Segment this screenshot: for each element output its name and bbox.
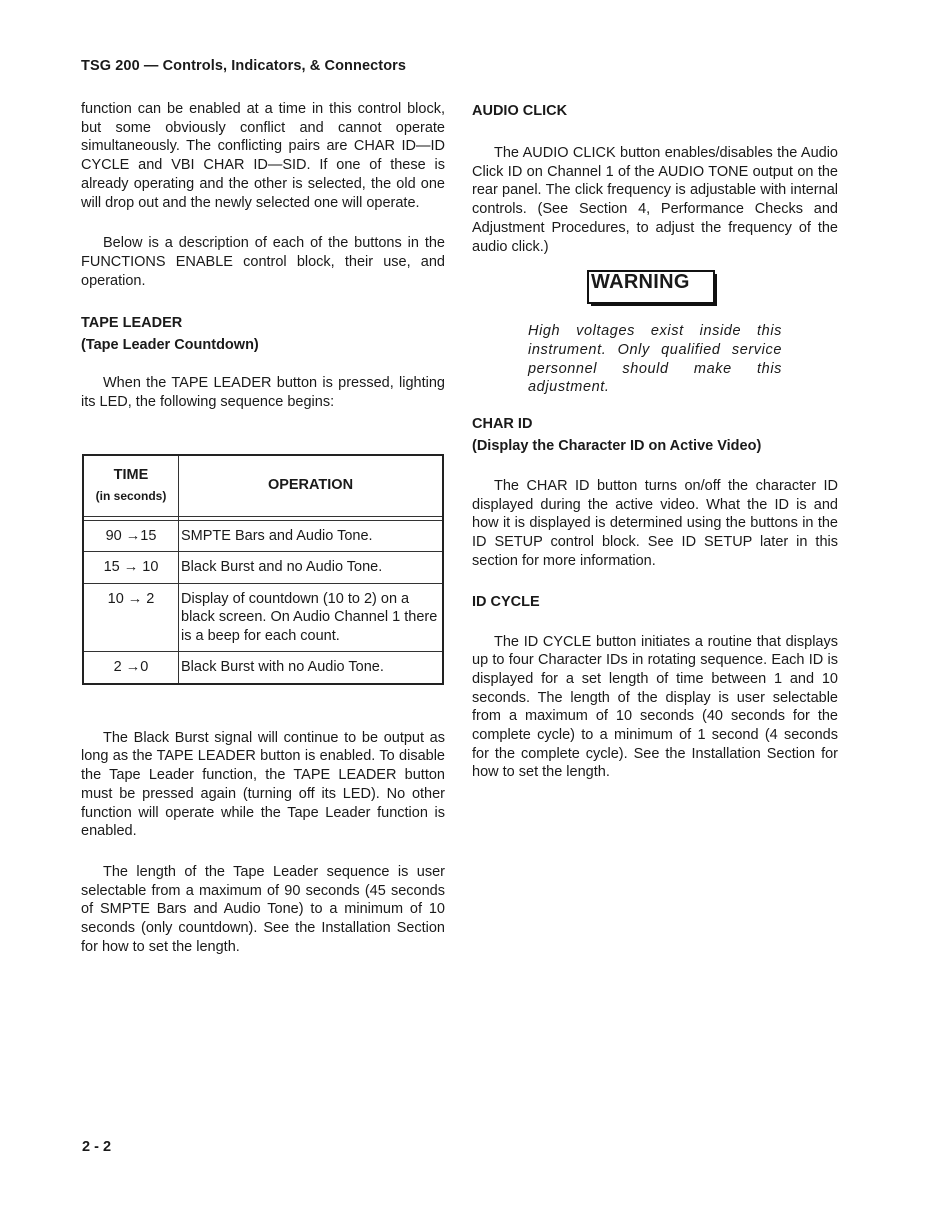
- time-column-header: [83, 455, 179, 517]
- intro-paragraph: function can be enabled at a time in this control block, but some obviously conflict and cannot operate simultaneously. The conflicting pairs are CHAR ID—ID CYCLE and VBI CHAR ID—SID. If one of these is already operating and the other is selected, the old one will drop out and the newly selected one will operate.: [81, 101, 445, 211]
- table-row: [83, 652, 443, 684]
- table-row: [83, 520, 443, 552]
- tape-leader-table: [82, 454, 444, 685]
- char-id-title: CHAR ID: [472, 416, 533, 433]
- time-header-label: TIME: [113, 467, 149, 484]
- page-number: 2 - 2: [82, 1139, 112, 1155]
- tape-leader-intro: When the TAPE LEADER button is pressed, lighting its LED, the following sequence begins:: [81, 375, 445, 411]
- id-cycle-paragraph: The ID CYCLE button initiates a routine that displays up to four Character IDs in rotating sequence. Each ID is displayed for a set length of time between 1 and 10 seconds. The length of the display is user selectable from a maximum of 10 seconds (40 seconds for the complete cycle) to a minimum of 1 second (4 seconds for the complete cycle). See the Installation Section for how to set the length.: [472, 633, 838, 781]
- time-cell: 10 → 2: [83, 583, 179, 652]
- audio-click-paragraph: The AUDIO CLICK button enables/disables the Audio Click ID on Channel 1 of the AUDIO TONE output on the rear panel. The click frequency is adjustable with internal controls. (See Section 4, Performance Checks and Adjustment Procedures, to adjust the frequency of the audio click.): [472, 145, 838, 255]
- tape-leader-length-paragraph: The length of the Tape Leader sequence is user selectable from a maximum of 90 seconds (45 seconds of SMPTE Bars and Audio Tone) to a minimum of 10 seconds (only countdown). See the Installation Section for how to set the length.: [81, 863, 445, 955]
- id-cycle-title: ID CYCLE: [472, 593, 540, 610]
- warning-text: High voltages exist inside this instrument. Only qualified service personnel should make this adjustment.: [528, 323, 782, 396]
- operation-cell: Black Burst and no Audio Tone.: [179, 552, 444, 584]
- operation-column-header: OPERATION: [179, 455, 444, 517]
- table-header-row: [83, 455, 443, 517]
- warning-label: WARNING: [591, 271, 690, 294]
- operation-cell: SMPTE Bars and Audio Tone.: [179, 520, 444, 552]
- tape-leader-subtitle: (Tape Leader Countdown): [81, 337, 259, 354]
- left-column: [81, 100, 445, 956]
- table-row: [83, 552, 443, 584]
- page-header: TSG 200 — Controls, Indicators, & Connectors: [81, 58, 407, 74]
- functions-enable-paragraph: Below is a description of each of the buttons in the FUNCTIONS ENABLE control block, their use, and operation.: [81, 235, 445, 289]
- time-cell: 15 → 10: [83, 552, 179, 584]
- warning-badge: [587, 270, 717, 304]
- black-burst-paragraph: The Black Burst signal will continue to be output as long as the TAPE LEADER button is enabled. To disable the Tape Leader function, the TAPE LEADER button must be pressed again (turning off its LED). No other function will operate while the Tape Leader function is enabled.: [81, 729, 445, 840]
- time-cell: 90 →15: [83, 520, 179, 552]
- tape-leader-title: TAPE LEADER: [81, 315, 183, 332]
- char-id-paragraph: The CHAR ID button turns on/off the character ID displayed during the active video. What the ID is and how it is displayed is determined using the buttons in the ID SETUP control block. See ID SETUP later in this section for more information.: [472, 478, 838, 569]
- time-cell: 2 →0: [83, 652, 179, 684]
- audio-click-title: AUDIO CLICK: [472, 103, 568, 119]
- operation-cell: Black Burst with no Audio Tone.: [179, 652, 444, 684]
- time-header-unit: (in seconds): [95, 488, 167, 503]
- operation-cell: Display of countdown (10 to 2) on a black screen. On Audio Channel 1 there is a beep for each count.: [179, 583, 444, 652]
- right-column: [472, 100, 838, 782]
- char-id-subtitle: (Display the Character ID on Active Video): [472, 438, 762, 455]
- table-row: [83, 583, 443, 652]
